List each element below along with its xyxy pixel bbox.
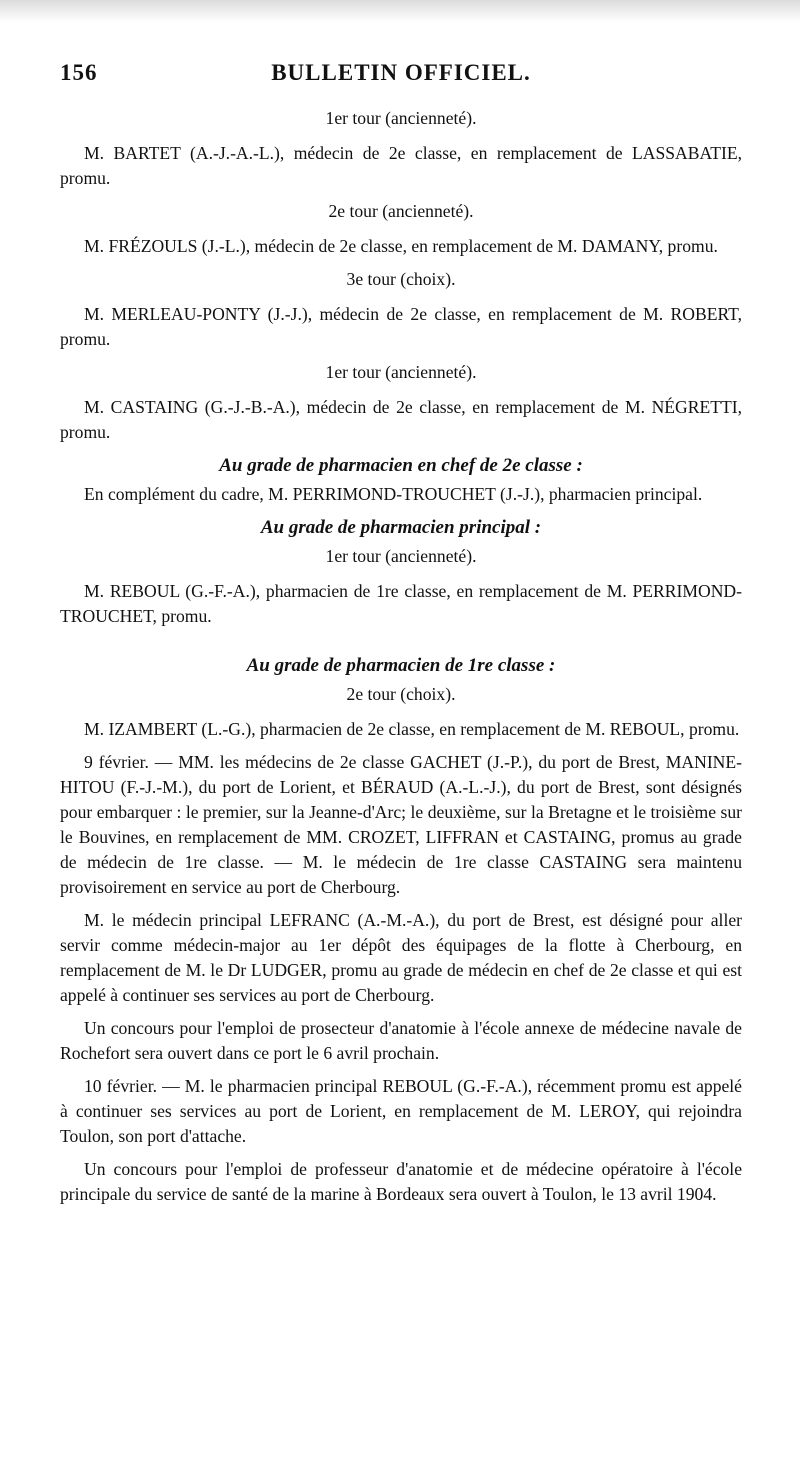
page-number: 156 [60, 60, 98, 85]
paragraph: En complément du cadre, M. PERRIMOND-TROUCHET (J.-J.), pharmacien principal. [84, 484, 703, 504]
paragraph: M. CASTAING (G.-J.-B.-A.), médecin de 2e classe, en remplacement de M. NÉGRETTI, promu. [60, 397, 742, 442]
section-heading: Au grade de pharmacien en chef de 2e classe : [219, 455, 583, 476]
paragraph: 10 février. — M. le pharmacien principal REBOUL (G.-F.-A.), récemment promu est appelé à continuer ses services au port de Lorient, en remplacement de M. LEROY, qui rejoindra Toulon, son port d'attache. [60, 1076, 742, 1146]
tour-label: 1er tour (ancienneté). [325, 362, 477, 382]
tour-label: 2e tour (choix). [346, 684, 456, 704]
paragraph: M. IZAMBERT (L.-G.), pharmacien de 2e classe, en remplacement de M. REBOUL, promu. [84, 719, 740, 739]
tour-label: 1er tour (ancienneté). [325, 546, 477, 566]
paragraph: M. FRÉZOULS (J.-L.), médecin de 2e classe, en remplacement de M. DAMANY, promu. [84, 236, 718, 256]
tour-label: 1er tour (ancienneté). [325, 108, 477, 128]
paragraph: 9 février. — MM. les médecins de 2e classe GACHET (J.-P.), du port de Brest, MANINE-HITOU (F.-J.-M.), du port de Lorient, et BÉRAUD (A.-L.-J.), du port de Brest, sont désignés pour embarquer : le premier, sur la Jeanne-d'Arc; le deuxième, sur la Bretagne et le troisième sur le Bouvines, en remplacement de MM. CROZET, LIFFRAN et CASTAING, promus au grade de médecin de 1re classe. — M. le médecin de 1re classe CASTAING sera maintenu provisoirement en service au port de Cherbourg. [60, 752, 742, 897]
section-heading: Au grade de pharmacien de 1re classe : [246, 655, 556, 676]
page-content [60, 104, 742, 1215]
paragraph: Un concours pour l'emploi de professeur d'anatomie et de médecine opératoire à l'école principale du service de santé de la marine à Bordeaux sera ouvert à Toulon, le 13 avril 1904. [60, 1159, 742, 1204]
paragraph: M. BARTET (A.-J.-A.-L.), médecin de 2e classe, en remplacement de LASSABATIE, promu. [60, 143, 742, 188]
section-heading: Au grade de pharmacien principal : [260, 517, 542, 538]
paragraph: M. MERLEAU-PONTY (J.-J.), médecin de 2e classe, en remplacement de M. ROBERT, promu. [60, 304, 742, 349]
tour-label: 3e tour (choix). [346, 269, 456, 289]
tour-label: 2e tour (ancienneté). [328, 201, 474, 221]
paragraph: M. le médecin principal LEFRANC (A.-M.-A.), du port de Brest, est désigné pour aller servir comme médecin-major au 1er dépôt des équipages de la flotte à Cherbourg, en remplacement de M. le Dr LUDGER, promu au grade de médecin en chef de 2e classe et qui est appelé à continuer ses services au port de Cherbourg. [60, 910, 742, 1005]
page-title: BULLETIN OFFICIEL. [271, 60, 531, 85]
scan-edge [0, 0, 800, 22]
paragraph: M. REBOUL (G.-F.-A.), pharmacien de 1re classe, en remplacement de M. PERRIMOND-TROUCHET, promu. [60, 581, 742, 626]
page-header [60, 60, 742, 96]
paragraph: Un concours pour l'emploi de prosecteur d'anatomie à l'école annexe de médecine navale de Rochefort sera ouvert dans ce port le 6 avril prochain. [60, 1018, 742, 1063]
